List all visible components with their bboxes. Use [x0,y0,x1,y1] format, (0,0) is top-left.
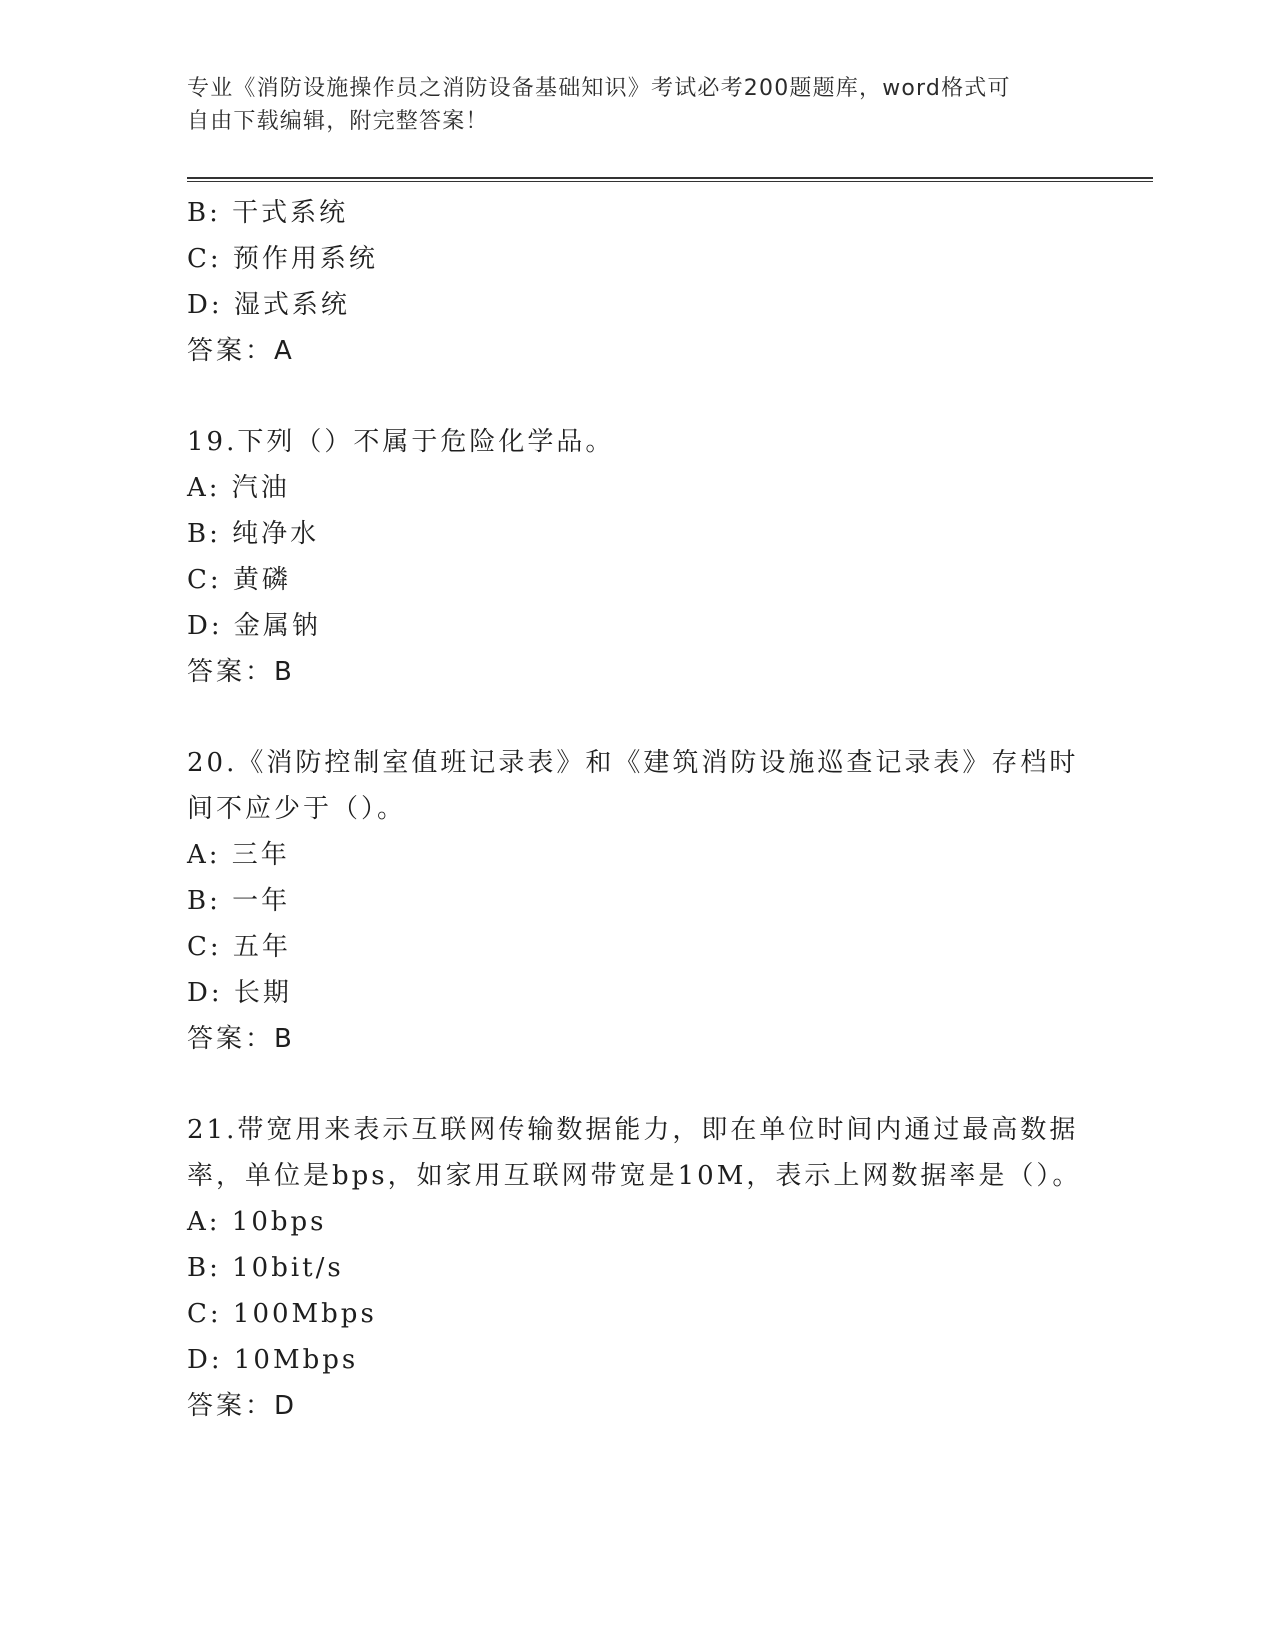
option-d: D: 长期 [187,978,292,1008]
option-c: C: 黄磷 [187,565,291,595]
question-block-21 [187,1107,1087,1429]
question-stem-continued: 间不应少于（）。 [187,794,407,824]
question-block-partial [187,190,1087,374]
option-d: D: 湿式系统 [187,290,350,320]
question-stem: 21.带宽用来表示互联网传输数据能力，即在单位时间内通过最高数据 [187,1115,1079,1145]
page-header [187,72,1067,138]
option-c: C: 100Mbps [187,1299,377,1329]
answer-line: 答案：B [187,657,295,687]
answer-line: 答案：A [187,336,295,366]
option-d: D: 10Mbps [187,1345,359,1375]
option-a: A: 10bps [187,1207,327,1237]
header-line-2: 自由下载编辑，附完整答案！ [187,109,489,134]
question-list [187,190,1087,1429]
option-b: B: 纯净水 [187,519,320,549]
option-d: D: 金属钠 [187,611,321,641]
option-b: B: 一年 [187,886,291,916]
option-b: B: 干式系统 [187,198,349,228]
question-stem: 20.《消防控制室值班记录表》和《建筑消防设施巡查记录表》存档时 [187,748,1079,778]
header-divider [187,177,1153,182]
option-b: B: 10bit/s [187,1253,344,1283]
question-stem: 19.下列（）不属于危险化学品。 [187,427,615,457]
question-stem-continued: 率，单位是bps，如家用互联网带宽是10M，表示上网数据率是（）。 [187,1161,1082,1191]
answer-line: 答案：B [187,1024,295,1054]
header-line-1: 专业《消防设施操作员之消防设备基础知识》考试必考200题题库，word格式可 [187,76,1011,101]
question-block-20 [187,740,1087,1062]
option-c: C: 五年 [187,932,291,962]
option-a: A: 汽油 [187,473,290,503]
question-block-19 [187,419,1087,695]
answer-line: 答案：D [187,1391,298,1421]
option-a: A: 三年 [187,840,290,870]
option-c: C: 预作用系统 [187,244,378,274]
